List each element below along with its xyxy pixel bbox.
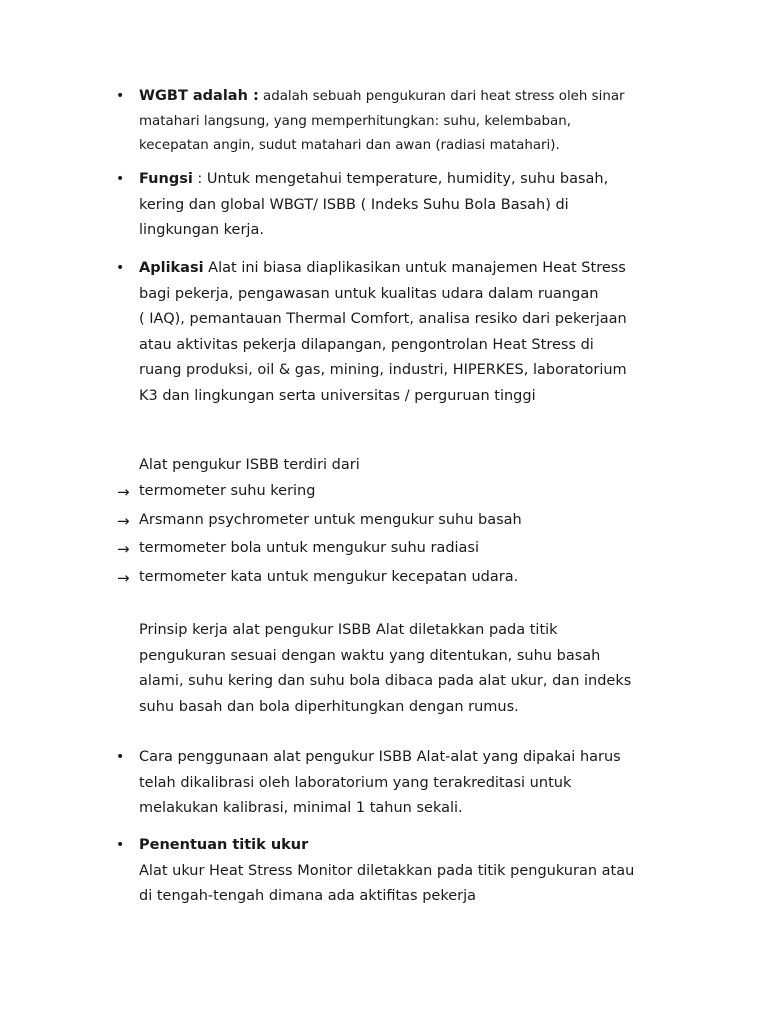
aplikasi-term: Aplikasi: [139, 260, 204, 276]
fungsi-paragraph: [139, 167, 699, 244]
prinsip-line-3: alami, suhu kering dan suhu bola dibaca pada alat ukur, dan indeks: [139, 673, 632, 689]
alat-intro-text: Alat pengukur ISBB terdiri dari: [139, 457, 360, 473]
prinsip-line-2: pengukuran sesuai dengan waktu yang ditentukan, suhu basah: [139, 647, 601, 664]
wgbt-line-2: matahari langsung, yang memperhitungkan: suhu, kelembaban,: [139, 113, 571, 129]
fungsi-line-3: lingkungan kerja.: [139, 222, 264, 238]
fungsi-line-1: [139, 167, 699, 193]
wgbt-line-1: [139, 84, 699, 110]
alat-item-1: termometer suhu kering: [139, 483, 316, 499]
aplikasi-line-2: bagi pekerja, pengawasan untuk kualitas udara dalam ruangan: [139, 285, 599, 302]
prinsip-paragraph: [139, 618, 699, 720]
aplikasi-paragraph: [139, 256, 699, 409]
bullet-marker: •: [116, 171, 125, 187]
arrow-right-icon: →: [117, 540, 130, 558]
wgbt-term: WGBT adalah :: [139, 88, 259, 104]
fungsi-term: Fungsi: [139, 171, 193, 187]
bullet-marker: •: [116, 837, 125, 853]
penentuan-term: Penentuan titik ukur: [139, 837, 309, 853]
arrow-right-icon: →: [117, 483, 130, 501]
aplikasi-line-3: ( IAQ), pemantauan Thermal Comfort, analisa resiko dari pekerjaan: [139, 311, 627, 327]
cara-line-3: melakukan kalibrasi, minimal 1 tahun sekali.: [139, 800, 463, 816]
arrow-right-icon: →: [117, 512, 130, 530]
aplikasi-line-1: [139, 256, 699, 282]
alat-intro: [139, 453, 699, 479]
aplikasi-line-5: ruang produksi, oil & gas, mining, industri, HIPERKES, laboratorium: [139, 362, 627, 378]
penentuan-line-1: Alat ukur Heat Stress Monitor diletakkan pada titik pengukuran atau: [139, 862, 635, 879]
fungsi-line-2: kering dan global WBGT/ ISBB ( Indeks Suhu Bola Basah) di: [139, 196, 569, 213]
cara-line-2: telah dikalibrasi oleh laboratorium yang terakreditasi untuk: [139, 774, 572, 791]
prinsip-line-4: suhu basah dan bola diperhitungkan dengan rumus.: [139, 698, 519, 715]
wgbt-line-3: kecepatan angin, sudut matahari dan awan (radiasi matahari).: [139, 138, 560, 153]
aplikasi-line-6: K3 dan lingkungan serta universitas / perguruan tinggi: [139, 387, 536, 404]
aplikasi-line-4: atau aktivitas pekerja dilapangan, pengontrolan Heat Stress di: [139, 336, 594, 353]
bullet-marker: •: [116, 88, 125, 104]
bullet-marker: •: [116, 749, 125, 765]
alat-item-3: termometer bola untuk mengukur suhu radiasi: [139, 540, 480, 556]
fungsi-text-1: : Untuk mengetahui temperature, humidity, suhu basah,: [192, 171, 609, 187]
wgbt-paragraph: [139, 84, 699, 159]
alat-item-4: termometer kata untuk mengukur kecepatan udara.: [139, 569, 519, 585]
prinsip-line-1: Prinsip kerja alat pengukur ISBB Alat diletakkan pada titik: [139, 622, 558, 638]
penentuan-line-2: di tengah-tengah dimana ada aktifitas pekerja: [139, 888, 477, 904]
wgbt-text-1: adalah sebuah pengukuran dari heat stress oleh sinar: [258, 89, 625, 104]
aplikasi-text-1: Alat ini biasa diaplikasikan untuk manajemen Heat Stress: [203, 260, 626, 276]
bullet-marker: •: [116, 260, 125, 276]
cara-line-1: Cara penggunaan alat pengukur ISBB Alat-alat yang dipakai harus: [139, 749, 621, 765]
penentuan-paragraph: [139, 833, 699, 910]
cara-paragraph: [139, 745, 699, 822]
alat-item-2: Arsmann psychrometer untuk mengukur suhu basah: [139, 512, 522, 528]
arrow-right-icon: →: [117, 569, 130, 587]
